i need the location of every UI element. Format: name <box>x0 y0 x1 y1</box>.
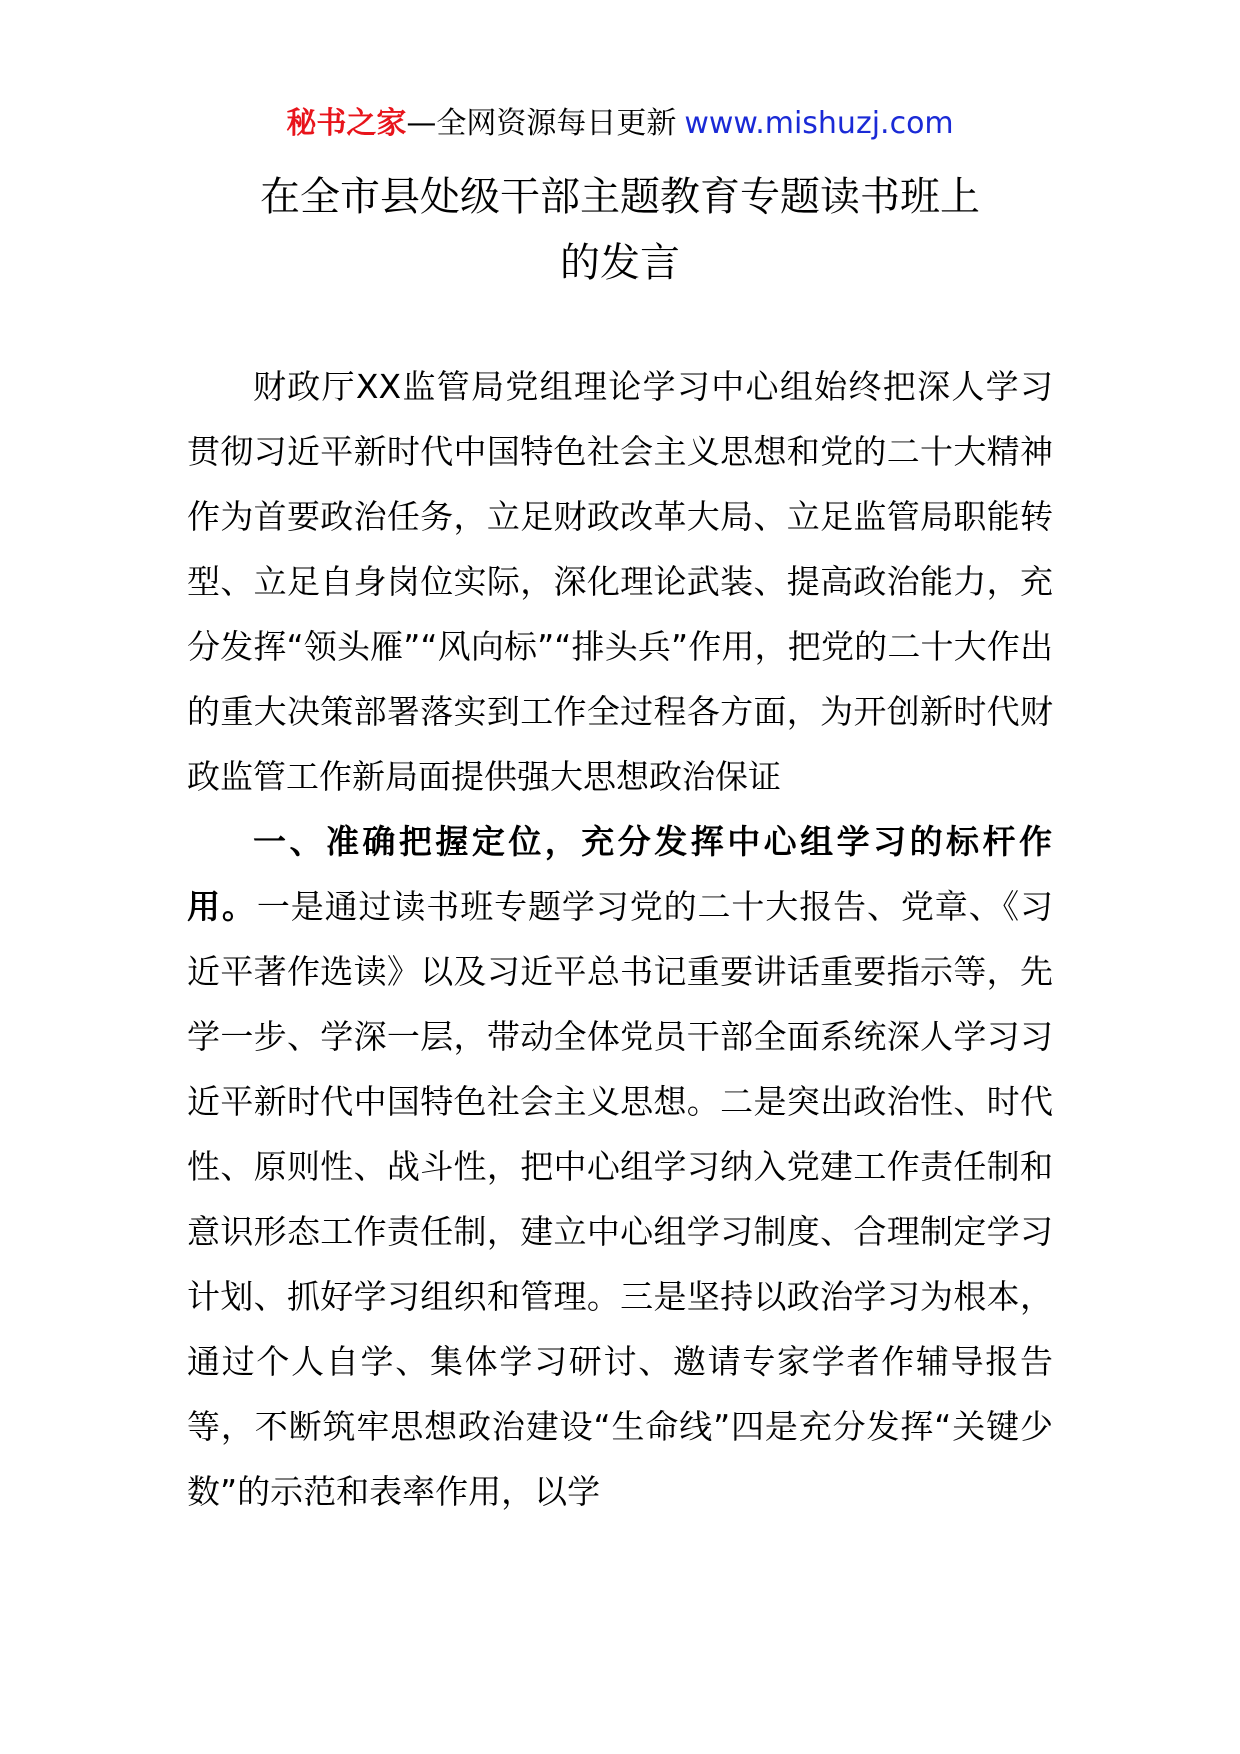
document-title-line-2: 的发言 <box>560 240 680 286</box>
document-body <box>187 354 1053 1524</box>
site-brand: 秘书之家 <box>286 106 407 141</box>
document-title-line-1: 在全市县处级干部主题教育专题读书班上 <box>260 174 980 220</box>
section-heading-1: 一、准确把握定位，充分发挥中心组学习的标杆作用。 <box>187 822 1053 926</box>
body-paragraph-1: 财政厅XX监管局党组理论学习中心组始终把深人学习贯彻习近平新时代中国特色社会主义思想和党的二十大精神作为首要政治任务，立足财政改革大局、立足监管局职能转型、立足自身岗位实际，深化理论武装、提高政治能力，充分发挥“领头雁”“风向标”“排头兵”作用，把党的二十大作出的重大决策部署落实到工作全过程各方面，为开创新时代财政监管工作新局面提供强大思想政治保证 <box>187 367 1053 796</box>
site-header <box>0 102 1240 146</box>
site-url-link[interactable]: www.mishuzj.com <box>684 106 954 141</box>
site-slogan: —全网资源每日更新 <box>406 106 677 141</box>
document-title <box>0 164 1240 296</box>
section-text-1: 一是通过读书班专题学习党的二十大报告、党章、《习近平著作选读》以及习近平总书记重要讲话重要指示等，先学一步、学深一层，带动全体党员干部全面系统深人学习习近平新时代中国特色社会主义思想。二是突出政治性、时代性、原则性、战斗性，把中心组学习纳入党建工作责任制和意识形态工作责任制，建立中心组学习制度、合理制定学习计划、抓好学习组织和管理。三是坚持以政治学习为根本，通过个人自学、集体学习研讨、邀请专家学者作辅导报告等，不断筑牢思想政治建设“生命线”四是充分发挥“关键少数”的示范和表率作用，以学 <box>187 887 1054 1511</box>
body-paragraph-2 <box>187 809 1053 1524</box>
